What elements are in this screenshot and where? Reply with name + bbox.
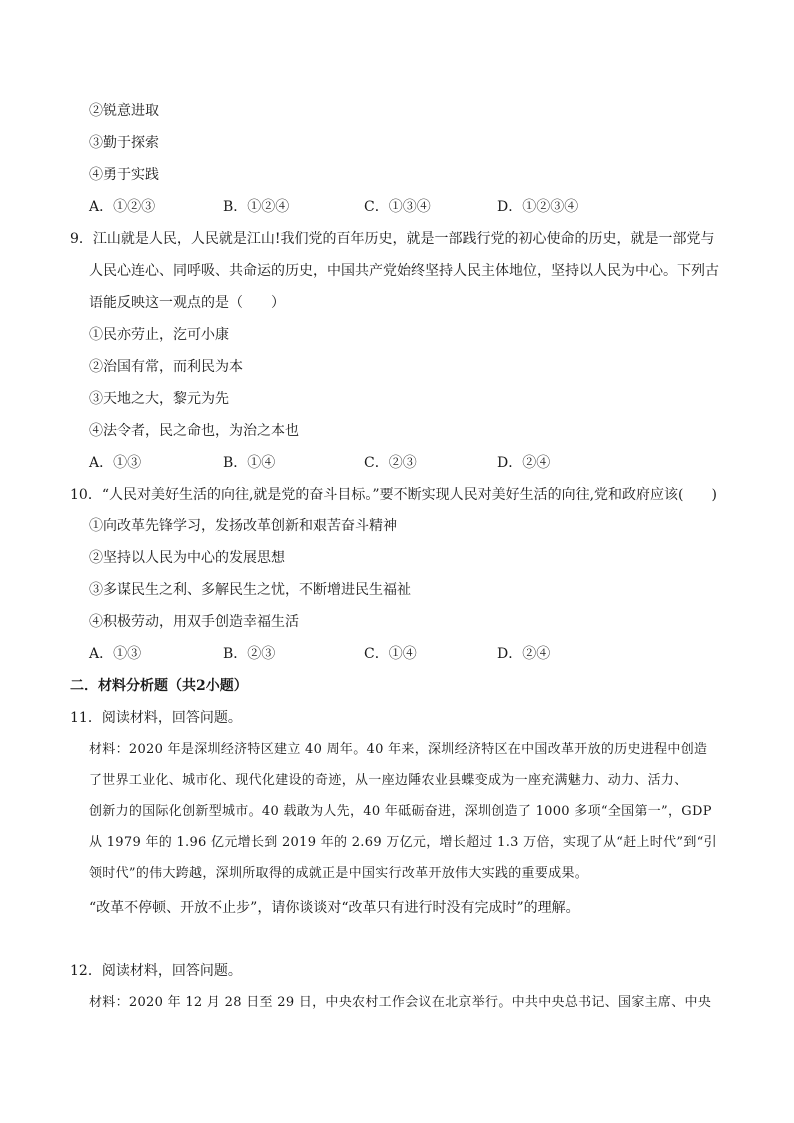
q11-material-line-5: 领时代”的伟大跨越，深圳所取得的成就正是中国实行改革开放伟大实践的重要成果。 xyxy=(89,866,589,881)
q10-option-d: D．②④ xyxy=(497,646,551,662)
q8-option-a: A．①②③ xyxy=(89,199,156,215)
section-2-title: 二．材料分析题（共2小题） xyxy=(70,678,248,694)
q9-stem-line-3: 语能反映这一观点的是（ ） xyxy=(89,295,285,311)
q9-item-1: ①民亦劳止，汔可小康 xyxy=(89,327,229,343)
q9-option-a: A．①③ xyxy=(89,455,142,471)
q9-option-b: B．①④ xyxy=(223,455,276,471)
q8-option-c: C．①③④ xyxy=(364,199,431,215)
q8-item-4: ④勇于实践 xyxy=(89,167,159,183)
q9-stem-line-2: 人民心连心、同呼吸、共命运的历史，中国共产党始终坚持人民主体地位，坚持以人民为中心。下列古 xyxy=(89,263,719,279)
q9-item-3: ③天地之大，黎元为先 xyxy=(89,391,229,407)
q9-item-2: ②治国有常，而利民为本 xyxy=(89,359,243,375)
q10-item-3: ③多谋民生之利、多解民生之忧，不断增进民生福祉 xyxy=(89,582,411,598)
q12-stem: 12．阅读材料，回答问题。 xyxy=(70,963,242,979)
q9-option-c: C．②③ xyxy=(364,455,417,471)
q9-option-d: D．②④ xyxy=(497,455,551,471)
q11-material-line-2: 了世界工业化、城市化、现代化建设的奇迹，从一座边陲农业县蝶变成为一座充满魅力、动力、活力、 xyxy=(89,773,688,788)
q10-option-b: B．②③ xyxy=(223,646,276,662)
q11-material-line-1: 材料：2020 年是深圳经济特区建立 40 周年。40 年来，深圳经济特区在中国改革开放的历史进程中创造 xyxy=(89,742,708,757)
q10-option-c: C．①④ xyxy=(364,646,417,662)
q10-item-2: ②坚持以人民为中心的发展思想 xyxy=(89,550,285,566)
q10-item-1: ①向改革先锋学习，发扬改革创新和艰苦奋斗精神 xyxy=(89,518,397,534)
q9-stem-line-1: 9．江山就是人民，人民就是江山!我们党的百年历史，就是一部践行党的初心使命的历史，就是一部党与 xyxy=(70,231,715,247)
q11-question: “改革不停顿、开放不止步”，请你谈谈对“改革只有进行时没有完成时”的理解。 xyxy=(89,900,580,916)
q9-item-4: ④法令者，民之命也，为治之本也 xyxy=(89,423,299,439)
q8-item-3: ③勤于探索 xyxy=(89,135,159,151)
q11-material-line-3: 创新力的国际化创新型城市。40 载敢为人先，40 年砥砺奋进，深圳创造了 1000 多项“全国第一”，GDP xyxy=(89,804,712,819)
q8-option-b: B．①②④ xyxy=(223,199,290,215)
q10-option-a: A．①③ xyxy=(89,646,142,662)
q10-item-4: ④积极劳动，用双手创造幸福生活 xyxy=(89,614,299,630)
q10-stem: 10．“人民对美好生活的向往,就是党的奋斗目标。”要不断实现人民对美好生活的向往,党和政府应该( ) xyxy=(70,487,717,503)
q8-item-2: ②锐意进取 xyxy=(89,103,159,119)
q8-option-d: D．①②③④ xyxy=(497,199,579,215)
q11-stem: 11．阅读材料，回答问题。 xyxy=(70,710,242,726)
q11-material-line-4: 从 1979 年的 1.96 亿元增长到 2019 年的 2.69 万亿元，增长超过 1.3 万倍，实现了从“赶上时代”到“引 xyxy=(89,835,717,850)
q12-material-line-1: 材料：2020 年 12 月 28 日至 29 日，中央农村工作会议在北京举行。中共中央总书记、国家主席、中央 xyxy=(89,995,712,1010)
